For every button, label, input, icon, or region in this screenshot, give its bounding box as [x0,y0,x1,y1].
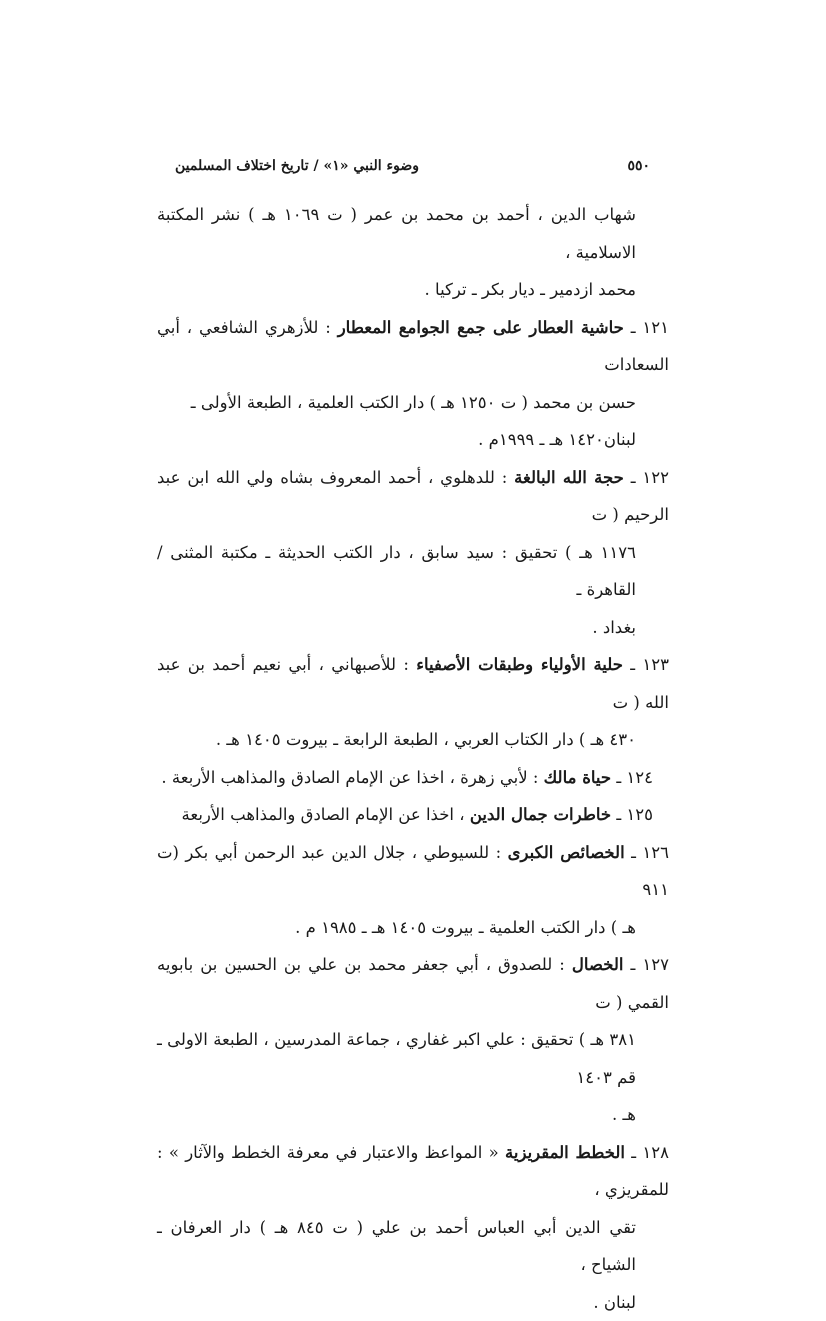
page-header [175,150,650,186]
bibliography-entry-128 [157,1134,669,1321]
entry-title: الخصال [572,955,624,974]
continued-line: محمد ازدمير ـ ديار بكر ـ تركيا . [425,280,636,299]
bibliography-entry-125 [157,796,669,834]
entry-continuation [157,384,669,459]
bibliography-entry-126 [157,834,669,947]
bibliography-entry-123 [157,646,669,759]
continued-line: شهاب الدين ، أحمد بن محمد بن عمر ( ت ١٠٦٩ هـ ) نشر المكتبة الاسلامية ، [157,205,636,262]
entry-line: بغداد . [592,618,636,637]
entry-line: ٤٣٠ هـ ) دار الكتاب العربي ، الطبعة الرابعة ـ بيروت ١٤٠٥ هـ . [216,730,636,749]
entry-number: ١٢٨ ـ [631,1143,669,1162]
bibliography-entry-127 [157,946,669,1134]
bibliography-list [157,196,669,1321]
entry-number: ١٢١ ـ [631,318,669,337]
entry-continuation [157,721,669,759]
entry-title: حياة مالك [544,768,611,787]
entry-continuation [157,1209,669,1321]
entry-continuation [157,534,669,647]
entry-continuation [157,909,669,947]
entry-title: حاشية العطار على جمع الجوامع المعطار [338,318,624,337]
bibliography-entry-122 [157,459,669,647]
entry-title: الخطط المقريزية [505,1143,625,1162]
entry-title: خاطرات جمال الدين [470,805,611,824]
bibliography-entry-124 [157,759,669,797]
entry-number: ١٢٢ ـ [631,468,669,487]
entry-text: : للأزهري الشافعي ، أبي السعادات [157,318,669,375]
continued-entry [157,196,669,309]
entry-line: لبنان١٤٢٠ هـ ـ ١٩٩٩م . [478,430,636,449]
entry-line: لبنان . [593,1293,636,1312]
entry-number: ١٢٣ ـ [630,655,669,674]
entry-text: : للدهلوي ، أحمد المعروف بشاه ولي الله ابن عبد الرحيم ( ت [157,468,669,525]
bibliography-entry-121 [157,309,669,459]
entry-continuation [157,1021,669,1134]
entry-number: ١٢٧ ـ [631,955,669,974]
entry-text: : للأصبهاني ، أبي نعيم أحمد بن عبد الله ( ت [157,655,669,712]
entry-text: : للسيوطي ، جلال الدين عبد الرحمن أبي بكر (ت ٩١١ [157,843,669,900]
running-title: وضوء النبي «١» / تاريخ اختلاف المسلمين [175,158,419,174]
entry-number: ١٢٦ ـ [631,843,669,862]
entry-title: حجة الله البالغة [514,468,624,487]
entry-line: هـ . [612,1105,636,1124]
entry-line: ١١٧٦ هـ ) تحقيق : سيد سابق ، دار الكتب الحديثة ـ مكتبة المثنى / القاهرة ـ [157,543,636,600]
entry-title: الخصائص الكبرى [508,843,625,862]
entry-line: ٣٨١ هـ ) تحقيق : علي اكبر غفاري ، جماعة المدرسين ، الطبعة الاولى ـ قم ١٤٠٣ [157,1030,636,1087]
entry-line: هـ ) دار الكتب العلمية ـ بيروت ١٤٠٥ هـ ـ ١٩٨٥ م . [295,918,636,937]
entry-text: : للصدوق ، أبي جعفر محمد بن علي بن الحسين بن بابويه القمي ( ت [157,955,669,1012]
entry-text: « المواعظ والاعتبار في معرفة الخطط والآثار » : للمقريزي ، [157,1143,669,1200]
entry-text: ، اخذا عن الإمام الصادق والمذاهب الأربعة [182,805,470,824]
entry-line: تقي الدين أبي العباس أحمد بن علي ( ت ٨٤٥ هـ ) دار العرفان ـ الشياح ، [157,1218,636,1275]
entry-line: حسن بن محمد ( ت ١٢٥٠ هـ ) دار الكتب العلمية ، الطبعة الأولى ـ [191,393,636,412]
entry-number: ١٢٤ ـ [616,768,653,787]
page-number: ٥٥٠ [627,158,650,174]
entry-number: ١٢٥ ـ [616,805,653,824]
entry-title: حلية الأولياء وطبقات الأصفياء [416,655,623,674]
entry-text: : لأبي زهرة ، اخذا عن الإمام الصادق والمذاهب الأربعة . [161,768,543,787]
